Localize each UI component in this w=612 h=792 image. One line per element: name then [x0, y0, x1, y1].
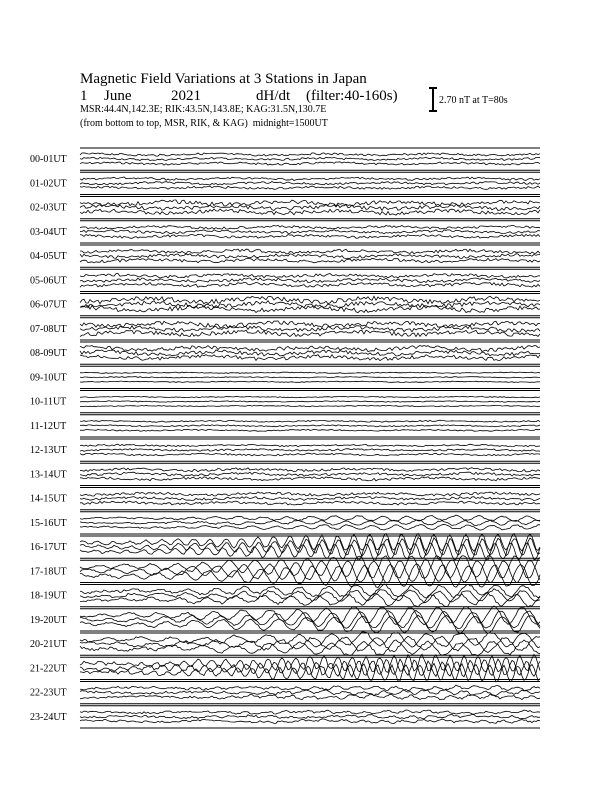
trace-MSR — [80, 405, 540, 406]
row-label: 19-20UT — [30, 614, 67, 626]
trace-RIK — [80, 157, 540, 160]
trace-MSR — [80, 186, 540, 189]
trace-RIK — [80, 204, 540, 210]
trace-RIK — [80, 559, 540, 583]
trace-KAG — [80, 177, 540, 181]
trace-RIK — [80, 425, 540, 427]
trace-RIK — [80, 377, 540, 378]
trace-KAG — [80, 685, 540, 691]
row-06-07UT — [30, 294, 540, 316]
trace-MSR — [80, 258, 540, 263]
trace-RIK — [80, 230, 540, 234]
trace-RIK — [80, 520, 540, 526]
filter-label: (filter:40-160s) — [306, 88, 398, 104]
row-21-22UT — [30, 654, 540, 682]
trace-MSR — [80, 453, 540, 456]
trace-KAG — [80, 468, 540, 472]
row-13-14UT — [30, 463, 540, 485]
trace-MSR — [80, 209, 540, 215]
year-value: 2021 — [171, 88, 201, 104]
trace-MSR — [80, 234, 540, 238]
trace-MSR — [80, 719, 540, 724]
trace-KAG — [80, 225, 540, 229]
row-label: 12-13UT — [30, 445, 67, 456]
trace-MSR — [80, 524, 540, 530]
trace-KAG — [80, 296, 540, 304]
trace-KAG — [80, 632, 540, 648]
row-label: 10-11UT — [30, 396, 67, 408]
trace-RIK — [80, 497, 540, 501]
trace-KAG — [80, 153, 540, 156]
row-23-24UT — [30, 706, 540, 728]
row-label: 17-18UT — [30, 566, 67, 578]
station-order-text: (from bottom to top, MSR, RIK, & KAG) — [80, 118, 248, 129]
midnight-note: midnight=1500UT — [252, 118, 328, 129]
row-label: 20-21UT — [30, 639, 67, 650]
row-label: 09-10UT — [30, 372, 67, 384]
row-15-16UT — [30, 512, 540, 534]
trace-RIK — [80, 449, 540, 452]
trace-RIK — [80, 636, 540, 652]
trace-RIK — [80, 254, 540, 259]
row-label: 23-24UT — [30, 711, 67, 723]
trace-RIK — [80, 690, 540, 696]
trace-KAG — [80, 515, 540, 521]
trace-KAG — [80, 492, 540, 496]
row-14-15UT — [30, 488, 540, 510]
row-label: 13-14UT — [30, 469, 67, 481]
trace-KAG — [80, 249, 540, 254]
trace-KAG — [80, 372, 540, 373]
row-label: 01-02UT — [30, 178, 67, 190]
trace-RIK — [80, 589, 540, 603]
row-label: 08-09UT — [30, 348, 67, 359]
row-18-19UT — [30, 584, 540, 607]
trace-RIK — [80, 714, 540, 719]
trace-MSR — [80, 355, 540, 361]
station-coordinates: MSR:44.4N,142.3E; RIK:43.5N,143.8E; KAG:31.5N,130.7E — [80, 104, 327, 115]
row-12-13UT — [30, 439, 540, 461]
trace-RIK — [80, 278, 540, 283]
row-00-01UT — [30, 148, 540, 170]
row-04-05UT — [30, 245, 540, 267]
trace-RIK — [80, 325, 540, 332]
trace-KAG — [80, 710, 540, 714]
trace-MSR — [80, 162, 540, 165]
trace-KAG — [80, 200, 540, 206]
row-label: 02-03UT — [30, 202, 67, 214]
row-20-21UT — [30, 632, 540, 656]
row-07-08UT — [30, 318, 540, 340]
row-label: 21-22UT — [30, 663, 67, 675]
trace-MSR — [80, 564, 540, 588]
trace-KAG — [80, 274, 540, 279]
month-value: June — [104, 88, 132, 104]
row-label: 11-12UT — [30, 420, 67, 432]
trace-MSR — [80, 381, 540, 382]
trace-RIK — [80, 301, 540, 308]
row-label: 18-19UT — [30, 590, 67, 602]
trace-RIK — [80, 472, 540, 476]
trace-MSR — [80, 501, 540, 505]
trace-RIK — [80, 401, 540, 402]
row-label: 06-07UT — [30, 299, 67, 311]
row-label: 03-04UT — [30, 226, 67, 238]
trace-KAG — [80, 420, 540, 422]
chart-title: Magnetic Field Variations at 3 Stations in Japan — [80, 71, 367, 87]
row-01-02UT — [30, 172, 540, 194]
row-label: 16-17UT — [30, 542, 67, 553]
row-11-12UT — [30, 415, 540, 437]
trace-MSR — [80, 429, 540, 431]
row-19-20UT — [30, 606, 540, 633]
trace-MSR — [80, 477, 540, 481]
row-label: 15-16UT — [30, 517, 67, 529]
row-02-03UT — [30, 197, 540, 219]
row-05-06UT — [30, 269, 540, 291]
trace-KAG — [80, 396, 540, 397]
scale-label: 2.70 nT at T=80s — [439, 95, 508, 106]
row-22-23UT — [30, 682, 540, 704]
row-label: 14-15UT — [30, 493, 67, 505]
trace-MSR — [80, 282, 540, 287]
row-label: 04-05UT — [30, 251, 67, 262]
trace-KAG — [80, 584, 540, 598]
trace-MSR — [80, 330, 540, 336]
row-10-11UT — [30, 391, 540, 413]
trace-KAG — [80, 444, 540, 447]
trace-RIK — [80, 182, 540, 185]
trace-MSR — [80, 593, 540, 608]
trace-MSR — [80, 305, 540, 312]
row-label: 22-23UT — [30, 687, 67, 699]
trace-KAG — [80, 345, 540, 351]
quantity-label: dH/dt — [256, 88, 291, 104]
row-label: 07-08UT — [30, 323, 67, 335]
row-label: 05-06UT — [30, 275, 67, 287]
row-09-10UT — [30, 366, 540, 388]
row-08-09UT — [30, 342, 540, 364]
row-17-18UT — [30, 556, 540, 588]
row-label: 00-01UT — [30, 154, 67, 165]
day-value: 1 — [80, 88, 88, 104]
row-03-04UT — [30, 221, 540, 243]
